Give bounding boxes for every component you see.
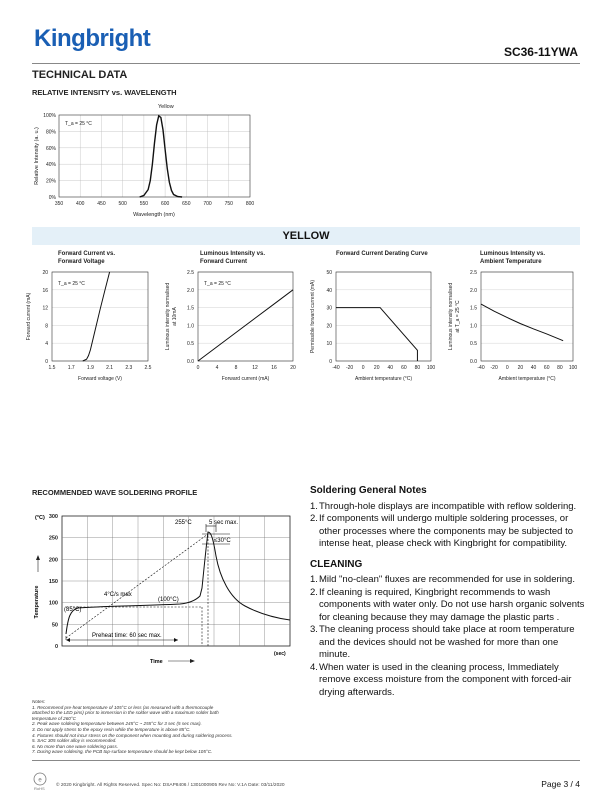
spectrum-temp-annotation: T_a = 25 °C: [65, 121, 92, 127]
x-tick-label: 0: [361, 365, 365, 371]
wave-85c-label: (85°C): [64, 607, 82, 613]
x-tick-label: 20: [373, 365, 380, 371]
x-axis-label: Ambient temperature (°C): [354, 376, 413, 382]
list-item: 1. Through-hole displays are incompatible with reflow soldering.: [310, 500, 577, 512]
spectrum-x-tick: 800: [245, 201, 255, 207]
x-tick-label: 80: [414, 365, 421, 371]
footer-divider: [32, 760, 580, 761]
spectrum-y-label: Relative Intensity (a. u.): [34, 127, 40, 185]
x-tick-label: -40: [332, 365, 340, 371]
rohs-label: RoHS: [34, 786, 45, 791]
y-axis-label: at T_a = 25 °C: [455, 300, 461, 333]
wave-profile-chart: [30, 508, 300, 668]
chart3-title: Forward Current Derating Curve: [336, 251, 428, 257]
x-tick-label: -20: [490, 365, 498, 371]
section-title: TECHNICAL DATA: [32, 69, 128, 81]
temp-annotation: T_a = 25 °C: [58, 281, 85, 287]
wave-preheat-label: Preheat time: 60 sec max.: [92, 633, 162, 639]
x-tick-label: 20: [290, 365, 296, 371]
y-tick-label: 2.5: [187, 270, 194, 276]
spectrum-y-tick: 80%: [45, 129, 56, 136]
y-tick-label: 0.5: [470, 341, 477, 348]
y-axis-label: Luminous intensity normalised: [448, 282, 454, 351]
soldering-notes-list: [310, 501, 590, 551]
chart1-title: Forward Current vs. Forward Voltage: [58, 251, 116, 265]
x-tick-label: 1.7: [67, 365, 75, 371]
wave-y-tick: 300: [48, 514, 58, 520]
y-tick-label: 0: [45, 359, 48, 365]
x-tick-label: 80: [557, 365, 563, 371]
wave-y-tick: 150: [48, 579, 58, 585]
wave-grid: [62, 516, 290, 646]
wave-y-unit: (°C): [35, 515, 45, 521]
y-axis-label: at 10mA: [172, 307, 178, 326]
cleaning-title: CLEANING: [310, 558, 363, 570]
x-tick-label: 100: [426, 365, 436, 371]
wave-profile-title: RECOMMENDED WAVE SOLDERING PROFILE: [32, 488, 198, 497]
spectrum-x-tick: 750: [224, 201, 233, 207]
footer-text: © 2020 Kingbright. All Rights Reserved. Spec No: DSAP8406 / 1301000905 Rev No: V.1A Date: 03/11/2020: [56, 783, 285, 788]
spectrum-x-tick: 450: [97, 201, 106, 207]
spectrum-x-tick: 350: [54, 201, 64, 207]
spectrum-x-tick: 700: [203, 201, 212, 207]
chart2-title: Luminous Intensity vs. Forward Current: [200, 251, 266, 265]
wave-x-unit: (sec): [274, 651, 286, 657]
brand-logo: Kingbright: [34, 25, 151, 52]
y-tick-label: 50: [326, 270, 332, 276]
y-axis-label: Forward current (mA): [26, 292, 32, 341]
derating-curve-chart: [310, 270, 435, 382]
x-tick-label: 2.3: [125, 365, 133, 371]
color-band-label: YELLOW: [282, 230, 330, 242]
plot-frame: [481, 272, 573, 361]
x-tick-label: 100: [568, 365, 578, 371]
x-tick-label: -40: [477, 365, 485, 371]
y-tick-label: 1.5: [470, 305, 477, 312]
x-tick-label: 2.1: [106, 365, 114, 371]
list-item: 3. The cleaning process should take place at room temperature and the devices should not be washed for more than one minute.: [310, 624, 575, 660]
y-tick-label: 8: [45, 323, 48, 330]
y-tick-label: 1.0: [187, 323, 194, 330]
wave-100c-label: (100°C): [158, 597, 179, 603]
spectrum-y-tick: 20%: [45, 178, 56, 185]
spectrum-y-tick: 60%: [45, 145, 56, 152]
y-tick-label: 1.0: [470, 323, 477, 330]
x-tick-label: 40: [387, 365, 394, 371]
wave-ramp-rate: 4°C/s max: [104, 592, 132, 598]
y-tick-label: 0.5: [187, 341, 194, 348]
x-tick-label: 12: [252, 365, 258, 371]
temp-annotation: T_a = 25 °C: [204, 281, 231, 287]
spectrum-title: RELATIVE INTENSITY vs. WAVELENGTH: [32, 88, 177, 97]
y-tick-label: 10: [326, 341, 332, 348]
wave-y-tick: 50: [51, 622, 58, 629]
x-tick-label: 20: [517, 365, 524, 371]
y-tick-label: 2.0: [470, 287, 477, 294]
list-item: 1. Mild "no-clean" fluxes are recommended for use in soldering.: [310, 574, 575, 585]
y-tick-label: 16: [42, 287, 48, 294]
y-axis-label: Permissible forward current (mA): [310, 279, 316, 354]
x-axis-label: Ambient temperature (°C): [498, 376, 556, 382]
y-tick-label: 40: [326, 287, 332, 294]
spectrum-x-tick: 500: [118, 201, 127, 207]
spectrum-x-label: Wavelength (nm): [133, 212, 175, 218]
x-tick-label: 40: [530, 365, 537, 371]
x-axis-label: Forward voltage (V): [78, 376, 122, 382]
wave-y-tick: 0: [54, 644, 58, 650]
page-number: Page 3 / 4: [541, 779, 580, 789]
list-item: 4. When water is used in the cleaning process, Immediately remove excess moisture from the component with forced-air drying afterwards.: [310, 661, 572, 698]
x-tick-label: 0: [505, 365, 509, 371]
intensity-vs-temperature-chart: [448, 270, 577, 382]
list-item: 2. If cleaning is required, Kingbright recommends to wash components with water only. Do not use harsh organic solvents for cleaning because they may damage the plastic parts .: [310, 586, 585, 623]
intensity-vs-current-chart: [165, 270, 296, 382]
part-number: SC36-11YWA: [503, 45, 578, 59]
x-tick-label: 2.5: [144, 365, 152, 371]
x-tick-label: 1.9: [86, 365, 94, 371]
y-tick-label: 20: [326, 323, 332, 330]
plot-frame: [336, 272, 431, 361]
spectrum-y-tick: 40%: [45, 162, 56, 169]
spectrum-x-tick: 650: [182, 201, 191, 207]
x-tick-label: 0: [196, 365, 200, 371]
y-tick-label: 30: [326, 305, 332, 312]
wave-y-tick: 100: [48, 600, 58, 607]
y-tick-label: 1.5: [187, 305, 194, 312]
rohs-icon: [33, 772, 55, 792]
wave-y-ticks: [49, 514, 58, 650]
chart4-title: Luminous Intensity vs. Ambient Temperature: [480, 251, 546, 265]
wave-peak-duration: 5 sec max.: [209, 520, 239, 526]
wave-y-label: Temperature: [34, 585, 40, 619]
spectrum-y-tick: 100%: [43, 113, 56, 119]
x-tick-label: 16: [271, 365, 277, 371]
wave-delta-temp: ≤30°C: [214, 538, 231, 544]
spectrum-x-tick: 600: [160, 201, 170, 207]
y-tick-label: 2.5: [470, 270, 477, 276]
list-item: 2. If components will undergo multiple soldering processes, or other processes where the components may be subjected to intense heat, please check with Kingbright for compatibility.: [310, 513, 574, 549]
y-tick-label: 0.0: [187, 359, 194, 365]
x-tick-label: 1.5: [48, 365, 56, 371]
cleaning-list: [310, 574, 590, 699]
y-tick-label: 0.0: [470, 359, 477, 365]
series-line: [83, 272, 110, 361]
y-axis-label: Luminous intensity normalised: [165, 282, 171, 351]
x-axis-label: Forward current (mA): [221, 376, 270, 382]
soldering-notes-title: Soldering General Notes: [310, 485, 427, 496]
wave-peak-temp: 255°C: [175, 520, 192, 526]
wave-profile-curve: [66, 532, 290, 634]
wave-x-label: Time: [150, 659, 163, 665]
y-tick-label: 2.0: [187, 287, 194, 294]
wave-footnotes: Notes: 1. Recommend pre-heat temperature of 105°C or less (as measured with a thermocouple attached to the LED pins) prior to immersion in the solder wave with a maximum solder bath temperature of 260°C 2. Peak wave soldering temperature between 245°C ~ 255°C for 3 sec (5 sec max). 3. Do not apply stress to the epoxy resin while the temperature is above 85°C. 4. Fixtures should not incur stress on the component when mounting and during soldering process. 5. SAC 305 solder alloy is recommended. 6. No more than one wave soldering pass. 7. During wave soldering, the PCB top-surface temperature should be kept below 105°C.: [32, 699, 233, 755]
spectrum-x-tick: 550: [139, 201, 149, 207]
y-tick-label: 0: [329, 359, 332, 365]
svg-text:e: e: [38, 777, 42, 784]
spectrum-x-tick: 400: [76, 201, 85, 207]
y-tick-label: 20: [42, 270, 48, 276]
x-tick-label: -20: [345, 365, 354, 371]
wave-y-tick: 250: [48, 535, 58, 542]
notes-panel: [310, 485, 590, 699]
spectrum-series-label: Yellow: [158, 104, 174, 110]
x-tick-label: 8: [234, 365, 238, 371]
y-tick-label: 4: [45, 341, 48, 348]
series-line: [481, 304, 563, 341]
x-tick-label: 4: [215, 365, 219, 371]
x-tick-label: 60: [543, 365, 550, 371]
series-line: [336, 308, 417, 361]
wave-y-tick: 200: [48, 557, 58, 564]
forward-current-vs-voltage-chart: [26, 270, 152, 382]
y-tick-label: 12: [42, 305, 48, 312]
x-tick-label: 60: [401, 365, 407, 371]
spectrum-y-tick: 0%: [48, 195, 56, 201]
